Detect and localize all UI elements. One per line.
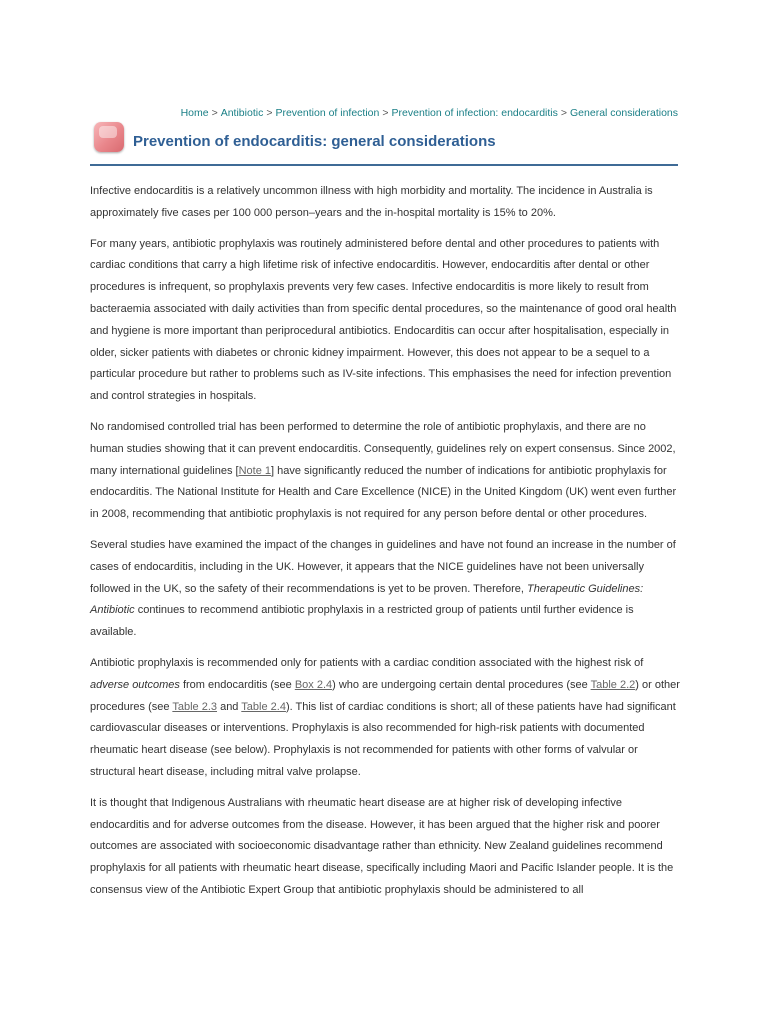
breadcrumb-separator: > [382, 107, 389, 119]
breadcrumb-separator: > [266, 107, 273, 119]
text-span: from endocarditis (see [179, 678, 295, 691]
text-span: ). This list of cardiac conditions is short; all of these patients have had significant cardiovascular diseases or interventions. Prophylaxis is also recommended for high-risk patients with documented rheumatic heart disease (see below). Prophylaxis is not recommended for patients with other forms of valvular or structural heart disease, including mitral valve prolapse. [90, 700, 676, 778]
text-span: ) who are undergoing certain dental procedures (see [332, 678, 591, 691]
breadcrumb-separator: > [211, 107, 218, 119]
section-icon [94, 122, 124, 152]
paragraph-indigenous: It is thought that Indigenous Australians with rheumatic heart disease are at higher risk of developing infective endocarditis and for adverse outcomes from the disease. However, it has been argued that the higher risk and poorer outcomes are associated with socioeconomic disadvantage rather than ethnicity. New Zealand guidelines recommend prophylaxis for all patients with rheumatic heart disease, specifically including Maori and Pacific Islander people. It is the consensus view of the Antibiotic Expert Group that antibiotic prophylaxis should be administered to all [90, 796, 674, 896]
paragraph-history: For many years, antibiotic prophylaxis was routinely administered before dental and other procedures to patients with cardiac conditions that carry a high lifetime risk of infective endocarditis. However, endocarditis after dental or other procedures is infrequent, so prophylaxis prevents very few cases. Infective endocarditis is more likely to result from bacteraemia associated with daily activities than from specific dental procedures, so the maintenance of good oral health and hygiene is more important than periprocedural antibiotics. Endocarditis can occur after hospitalisation, especially in older, sicker patients with diabetes or chronic kidney impairment. However, this does not appear to be a sequel to a particular procedure but rather to problems such as IV-site infections. This emphasises the need for infection prevention and control strategies in hospitals. [90, 237, 677, 403]
text-span: and [217, 700, 242, 713]
text-span: ) or other procedures (see [90, 678, 680, 713]
note-1-link[interactable]: Note 1 [238, 464, 272, 477]
table-2-4-link[interactable]: Table 2.4 [241, 700, 286, 713]
page-title: Prevention of endocarditis: general considerations [133, 133, 496, 150]
breadcrumb-home-link[interactable]: Home [180, 107, 209, 119]
text-span: Antibiotic prophylaxis is recommended only for patients with a cardiac condition associated with the highest risk of [90, 656, 644, 669]
breadcrumb [181, 107, 678, 119]
italic-text: Therapeutic Guidelines: Antibiotic [90, 582, 644, 617]
text-span: Several studies have examined the impact of the changes in guidelines and have not found an increase in the number of cases of endocarditis, including in the UK. However, it appears that the NICE guidelines have not been universally followed in the UK, so the safety of their recommendations is yet to be proven. Therefore, [90, 538, 676, 595]
text-span: No randomised controlled trial has been performed to determine the role of antibiotic prophylaxis, and there are no human studies showing that it can prevent endocarditis. Consequently, guidelines rely on expert consensus. Since 2002, many international guidelines [ [90, 420, 676, 477]
breadcrumb-endocarditis-link[interactable]: Prevention of infection: endocarditis [391, 107, 558, 119]
text-span: ] have significantly reduced the number of indications for antibiotic prophylaxis for endocarditis. The National Institute for Health and Care Excellence (NICE) in the United Kingdom (UK) went even further in 2008, recommending that antibiotic prophylaxis is not required for any person before dental or other procedures. [90, 464, 677, 521]
italic-text: adverse outcomes [90, 678, 180, 691]
article-body [90, 181, 682, 911]
paragraph-recommendation [90, 653, 682, 784]
text-span: continues to recommend antibiotic prophylaxis in a restricted group of patients until further evidence is available. [90, 604, 634, 639]
table-2-3-link[interactable]: Table 2.3 [172, 700, 218, 713]
breadcrumb-antibiotic-link[interactable]: Antibiotic [220, 107, 264, 119]
paragraph-studies [90, 535, 682, 644]
breadcrumb-separator: > [560, 107, 568, 119]
breadcrumb-prevention-link[interactable]: Prevention of infection [275, 107, 380, 119]
paragraph-evidence [90, 417, 682, 526]
breadcrumb-current-link[interactable]: General considerations [570, 107, 678, 119]
box-2-4-link[interactable]: Box 2.4 [294, 678, 333, 691]
table-2-2-link[interactable]: Table 2.2 [590, 678, 636, 691]
title-bar [90, 120, 678, 166]
paragraph-incidence: Infective endocarditis is a relatively uncommon illness with high morbidity and mortality. The incidence in Australia is approximately five cases per 100 000 person–years and the in-hospital mortality is 15% to 20%. [90, 185, 653, 219]
